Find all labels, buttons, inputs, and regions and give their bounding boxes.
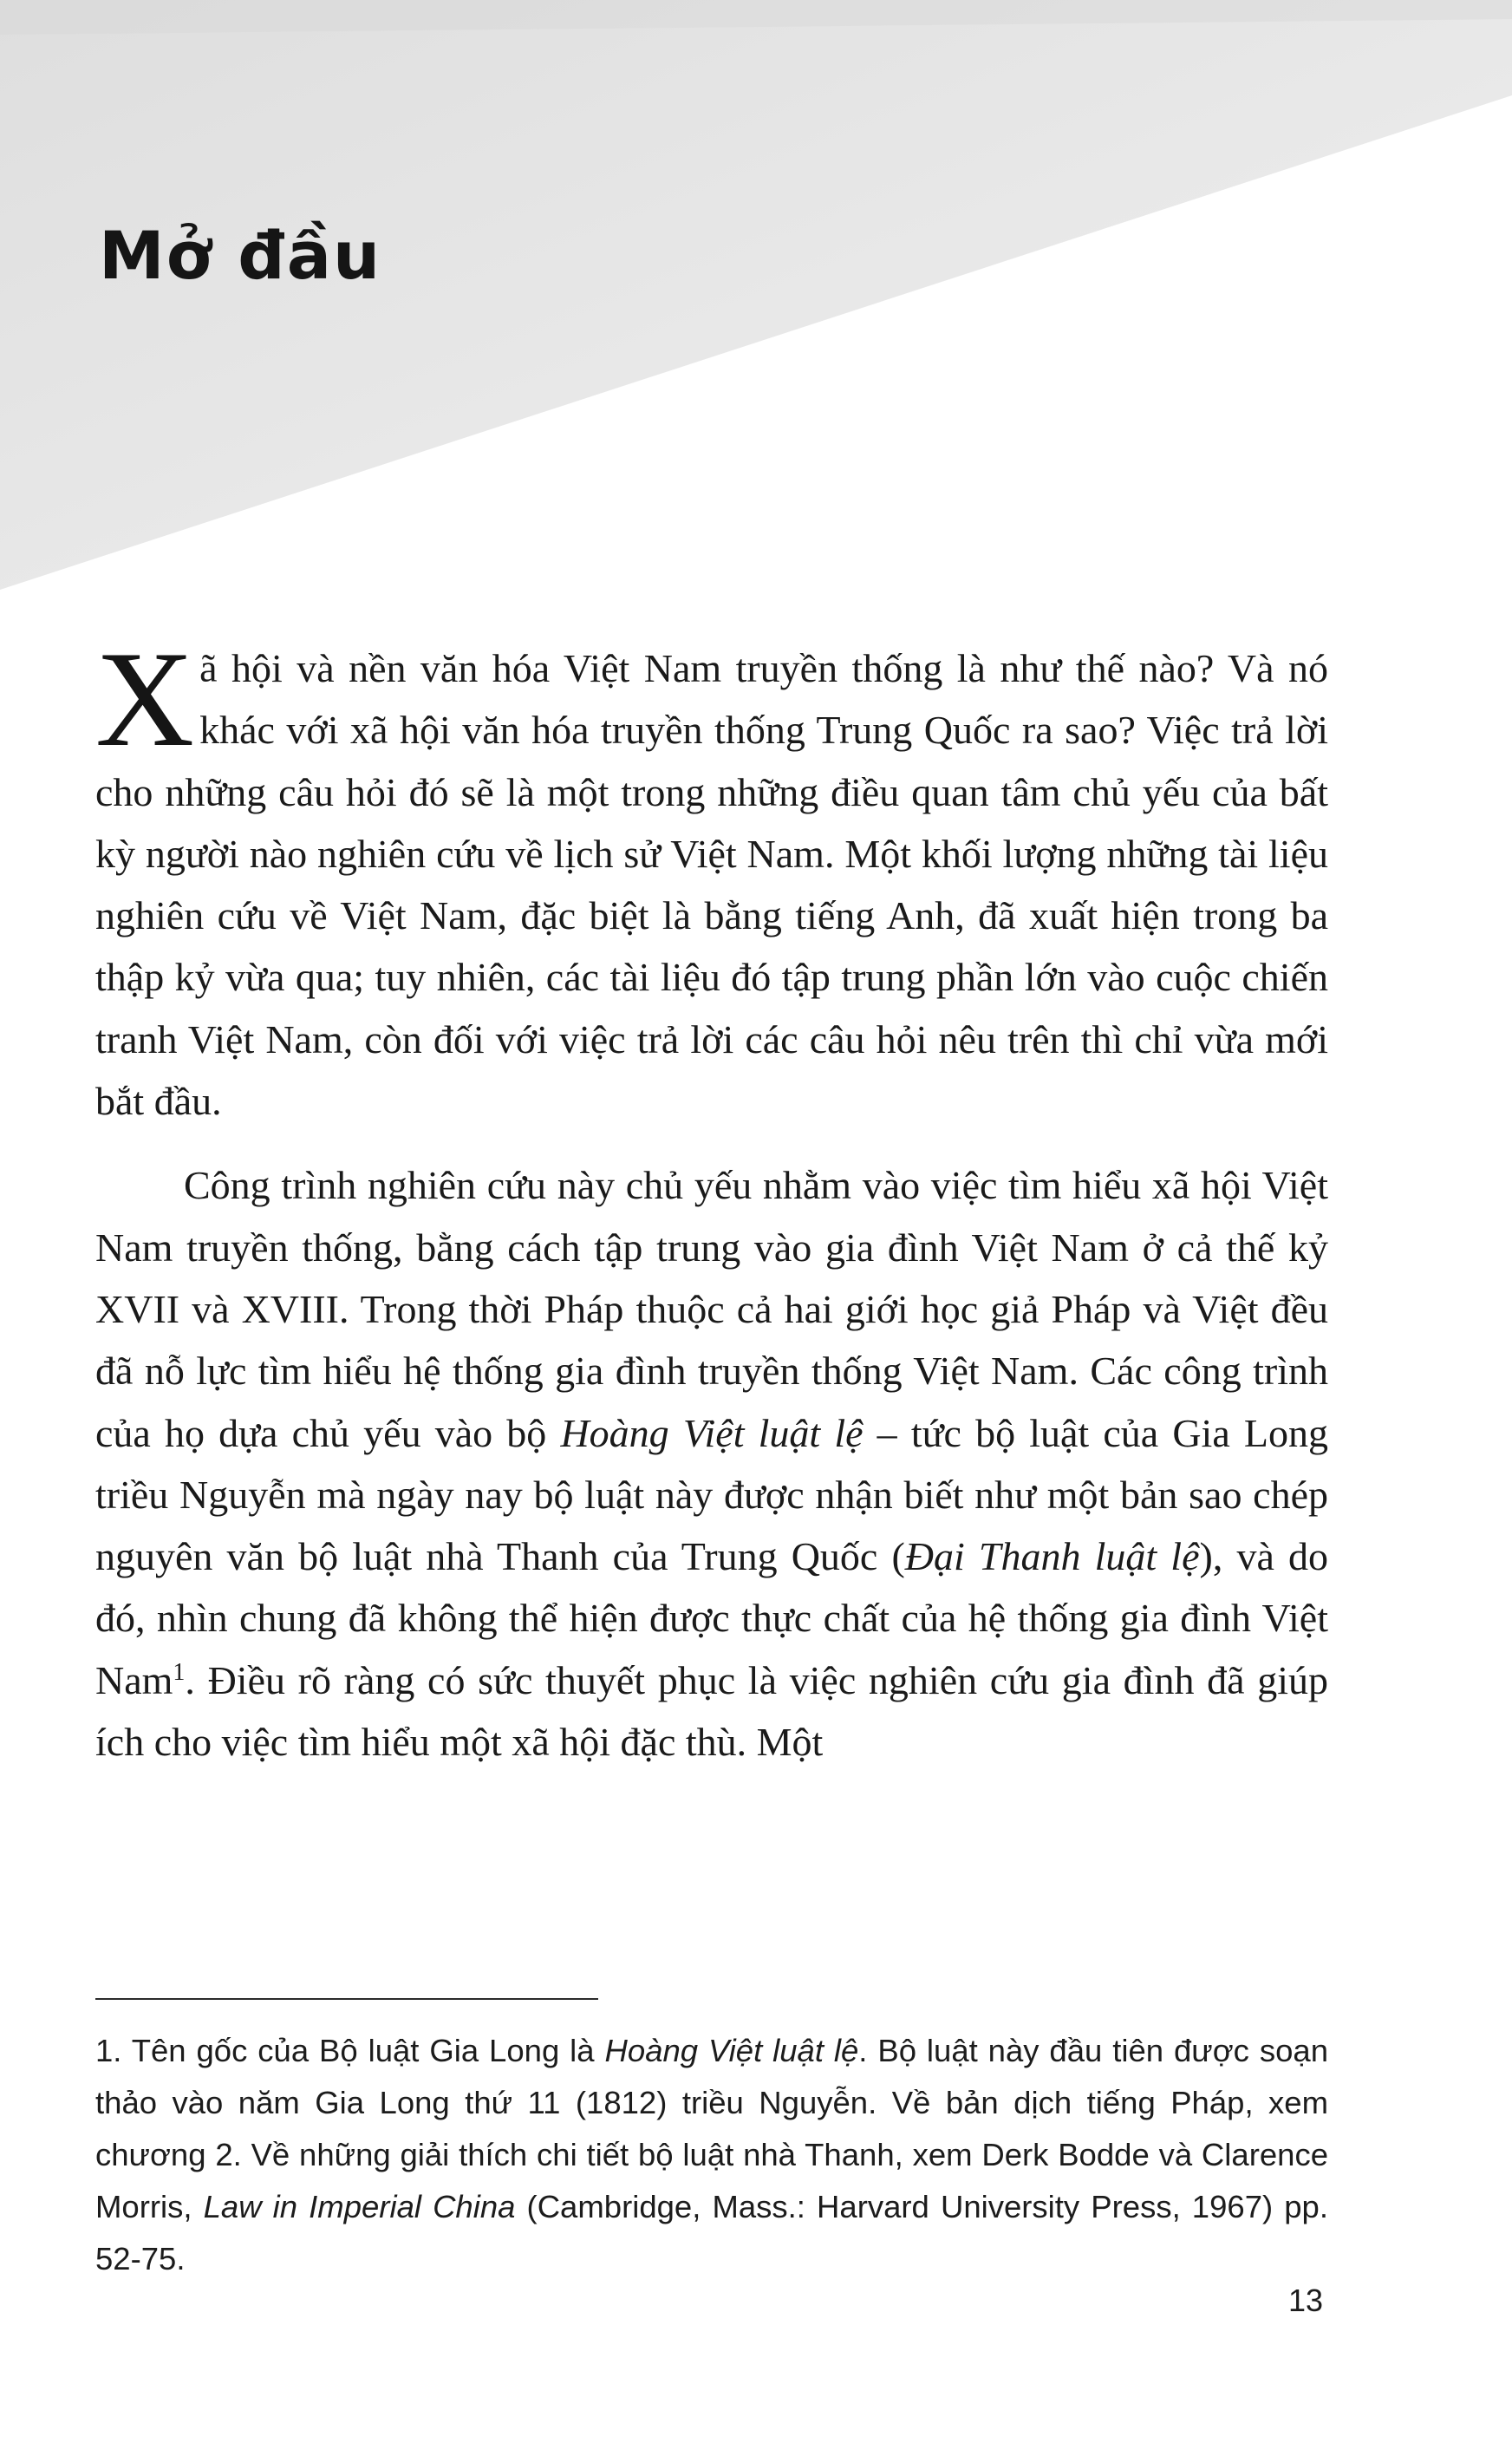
footnote-1-text-c: (Cambridge, Mass.: Harvard University Press, 1967) pp. 52-75. [95, 2189, 1328, 2276]
footnote-reference[interactable]: 1 [173, 1658, 186, 1686]
paragraph-2-text-b: – tức bộ luật của Gia Long triều Nguyễn mà ngày nay bộ luật này được nhận biết như một bản sao chép nguyên văn bộ luật nhà Thanh của Trung Quốc ( [95, 1410, 1328, 1579]
shadow-wedge [0, 0, 1512, 590]
paragraph-2-text-a: Công trình nghiên cứu này chủ yếu nhằm vào việc tìm hiểu xã hội Việt Nam truyền thống, bằng cách tập trung vào gia đình Việt Nam ở cả thế kỷ XVII và XVIII. Trong thời Pháp thuộc cả hai giới học giả Pháp và Việt đều đã nỗ lực tìm hiểu hệ thống gia đình truyền thống Việt Nam. Các công trình của họ dựa chủ yếu vào bộ [95, 1163, 1328, 1455]
footnotes [95, 2025, 1328, 2285]
paragraph-1 [95, 624, 1328, 1132]
footnote-1-text-b: . Bộ luật này đầu tiên được soạn thảo vào năm Gia Long thứ 11 (1812) triều Nguyễn. Về bản dịch tiếng Pháp, xem chương 2. Về những giải thích chi tiết bộ luật nhà Thanh, xem Derk Bodde và Clarence Morris, [95, 2033, 1328, 2224]
footnote-1-title-hoang-viet: Hoàng Việt luật lệ [604, 2033, 859, 2068]
main-text [95, 624, 1328, 1773]
book-title-dai-thanh: Đại Thanh luật lệ [904, 1534, 1200, 1579]
footnote-separator [95, 1998, 598, 2000]
footnote-1-title-law: Law in Imperial China [203, 2189, 516, 2224]
page-number: 13 [1287, 2283, 1323, 2318]
drop-cap: X [95, 624, 195, 775]
paragraph-2 [95, 1154, 1328, 1773]
book-title-hoang-viet: Hoàng Việt luật lệ [560, 1410, 864, 1455]
footnote-1 [95, 2025, 1328, 2285]
footnote-1-text-a: 1. Tên gốc của Bộ luật Gia Long là [95, 2033, 605, 2068]
paragraph-1-text: ã hội và nền văn hóa Việt Nam truyền thống là như thế nào? Và nó khác với xã hội văn hóa truyền thống Trung Quốc ra sao? Việc trả lời cho những câu hỏi đó sẽ là một trong những điều quan tâm chủ yếu của bất kỳ người nào nghiên cứu về lịch sử Việt Nam. Một khối lượng những tài liệu nghiên cứu về Việt Nam, đặc biệt là bằng tiếng Anh, đã xuất hiện trong ba thập kỷ vừa qua; tuy nhiên, các tài liệu đó tập trung phần lớn vào cuộc chiến tranh Việt Nam, còn đối với việc trả lời các câu hỏi nêu trên thì chỉ vừa mới bắt đầu. [95, 646, 1328, 1124]
chapter-title: Mở đầu [99, 217, 382, 294]
paragraph-2-text-c: ), và do đó, nhìn chung đã không thể hiện được thực chất của hệ thống gia đình Việt Nam [95, 1534, 1328, 1702]
paragraph-2-text-d: . Điều rõ ràng có sức thuyết phục là việc nghiên cứu gia đình đã giúp ích cho việc tìm hiểu một xã hội đặc thù. Một [95, 1657, 1328, 1765]
